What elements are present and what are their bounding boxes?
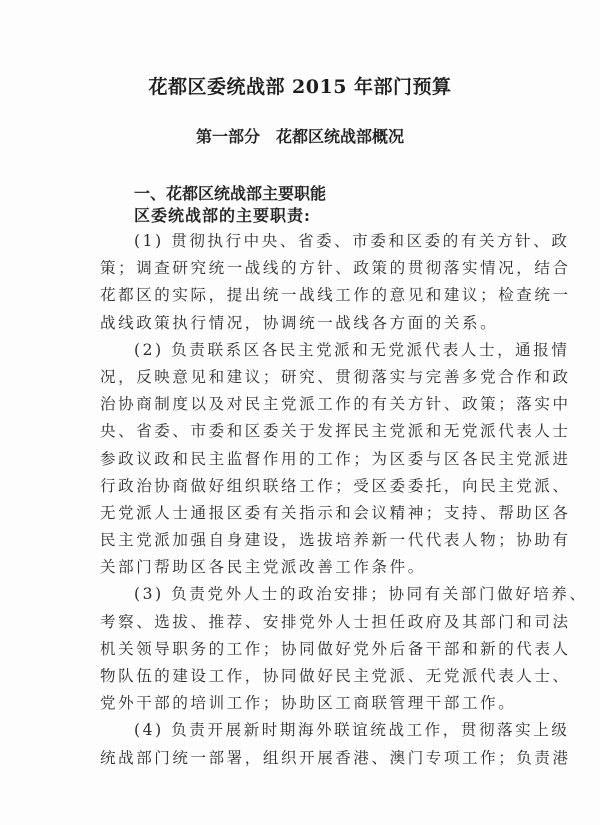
text-line: 策；调查研究统一战线的方针、政策的贯彻落实情况，结合: [100, 259, 571, 278]
part-heading: 第一部分 花都区统战部概况: [195, 127, 404, 146]
text-line: 战线政策执行情况，协调统一战线各方面的关系。: [100, 313, 499, 332]
text-line: (4) 负责开展新时期海外联谊统战工作，贯彻落实上级: [134, 721, 570, 740]
text-line: 无党派人士通报区委有关指示和会议精神；支持、帮助区各: [100, 503, 571, 522]
text-line: 民主党派加强自身建设，选拔培养新一代代表人物；协助有: [100, 531, 571, 550]
document-title: 花都区委统战部 2015 年部门预算: [148, 76, 452, 98]
text-line: 行政治协商做好组织联络工作；受区委委托，向民主党派、: [100, 476, 571, 495]
text-line: 花都区的实际，提出统一战线工作的意见和建议；检查统一: [100, 286, 571, 305]
text-line: (2) 负责联系区各民主党派和无党派代表人士，通报情: [134, 340, 570, 359]
text-line: 物队伍的建设工作，协同做好民主党派、无党派代表人士、: [100, 667, 571, 685]
text-line: 央、省委、市委和区委关于发挥民主党派和无党派代表人士: [100, 422, 571, 441]
text-line: (1) 贯彻执行中央、省委、市委和区委的有关方针、政: [134, 232, 570, 250]
section-heading: 一、花都区统战部主要职能: [134, 184, 327, 203]
body-text: [100, 228, 588, 772]
text-line: 考察、选拔、推荐、安排党外人士担任政府及其部门和司法: [100, 612, 571, 631]
text-line: 统战部门统一部署，组织开展香港、澳门专项工作；负责港: [100, 748, 571, 767]
text-line: (3) 负责党外人士的政治安排；协同有关部门做好培养、: [134, 585, 588, 604]
text-line: 党外干部的培训工作；协助区工商联管理干部工作。: [100, 694, 517, 713]
subheading: 区委统战部的主要职责:: [134, 206, 311, 225]
text-line: 机关领导职务的工作；协同做好党外后备干部和新的代表人: [100, 639, 571, 658]
text-line: 况，反映意见和建议；研究、贯彻落实与完善多党合作和政: [100, 367, 571, 386]
text-line: 参政议政和民主监督作用的工作；为区委与区各民主党派进: [100, 449, 571, 468]
text-line: 治协商制度以及对民主党派工作的有关方针、政策；落实中: [100, 395, 571, 414]
text-line: 关部门帮助区各民主党派改善工作条件。: [100, 558, 426, 577]
